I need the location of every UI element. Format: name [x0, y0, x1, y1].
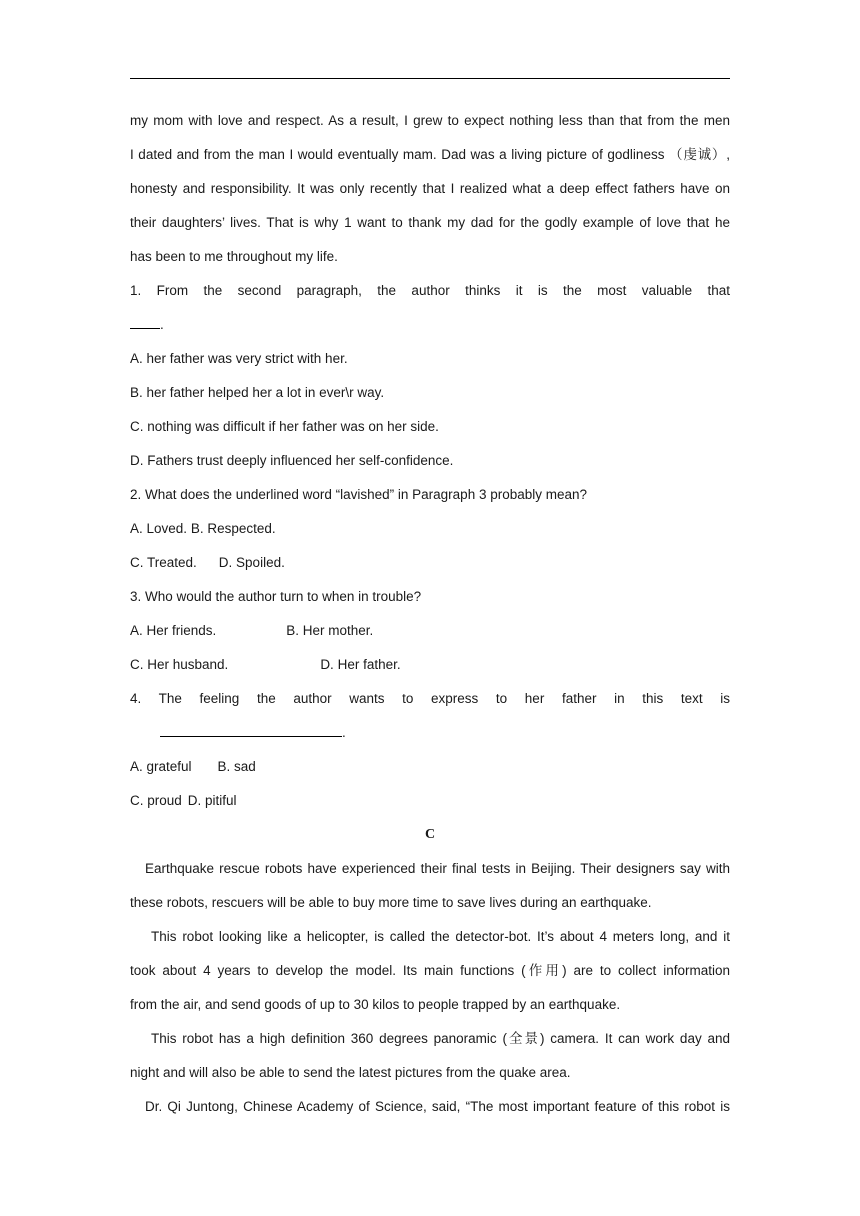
question-4-options-row-2: [130, 784, 730, 818]
section-c-line: these robots, rescuers will be able to buy more time to save lives during an earthquake.: [130, 895, 652, 910]
question-3-option-b: B. Her mother.: [286, 623, 374, 638]
passage-line: has been to me throughout my life.: [130, 249, 338, 264]
question-4-option-d: D. pitiful: [187, 793, 237, 808]
section-c-line: took about 4 years to develop the model. Its main functions (作用) are to collect information: [130, 963, 730, 978]
section-c-heading: C: [424, 827, 436, 842]
passage-line: I dated and from the man I would eventually mam. Dad was a living picture of godliness （虔诚）,: [130, 147, 730, 162]
question-1-option-a: A. her father was very strict with her.: [130, 351, 348, 366]
section-c-line: Earthquake rescue robots have experienced their final tests in Beijing. Their designers say with: [145, 861, 730, 876]
question-2-stem: 2. What does the underlined word “lavished” in Paragraph 3 probably mean?: [130, 487, 588, 502]
question-2-options-row-2: [130, 546, 730, 580]
question-1-option-d: D. Fathers trust deeply influenced her self-confidence.: [130, 453, 454, 468]
passage-line: honesty and responsibility. It was only recently that I realized what a deep effect fathers have on: [130, 181, 730, 196]
section-c-line: Dr. Qi Juntong, Chinese Academy of Science, said, “The most important feature of this robot is: [145, 1099, 730, 1114]
question-1-option-c: C. nothing was difficult if her father was on her side.: [130, 419, 439, 434]
question-2-option-c: C. Treated.: [130, 555, 197, 570]
section-c-line: This robot has a high definition 360 degrees panoramic (全景) camera. It can work day and: [151, 1031, 730, 1046]
question-3-options-row-2: [130, 648, 730, 682]
question-2-option-b: B. Respected.: [190, 521, 276, 536]
section-c-line: This robot looking like a helicopter, is called the detector-bot. It’s about 4 meters long, and it: [151, 929, 730, 944]
question-4-stem-end: .: [342, 725, 346, 740]
question-1-option-b: B. her father helped her a lot in ever\r way.: [130, 385, 385, 400]
header-rule: [130, 78, 730, 79]
question-4-option-c: C. proud: [130, 793, 182, 808]
question-3-option-d: D. Her father.: [320, 657, 401, 672]
question-3-option-a: A. Her friends.: [130, 623, 217, 638]
question-1-blank-line: [130, 308, 730, 342]
question-2-option-d: D. Spoiled.: [218, 555, 285, 570]
question-1-stem: 1. From the second paragraph, the author thinks it is the most valuable that: [130, 283, 730, 298]
question-2-option-a: A. Loved.: [130, 521, 188, 536]
question-3-options-row-1: [130, 614, 730, 648]
passage-line: their daughters’ lives. That is why 1 want to thank my dad for the godly example of love that he: [130, 215, 730, 230]
question-4-blank-line: [130, 716, 730, 750]
question-3-stem: 3. Who would the author turn to when in trouble?: [130, 589, 422, 604]
document-body: [130, 104, 730, 1124]
question-4-options-row-1: [130, 750, 730, 784]
question-4-stem: 4. The feeling the author wants to express to her father in this text is: [130, 691, 730, 706]
passage-line: my mom with love and respect. As a result, I grew to expect nothing less than that from the men: [130, 113, 730, 128]
answer-blank: [160, 724, 342, 737]
answer-blank: [130, 316, 160, 329]
question-1-stem-end: .: [160, 317, 164, 332]
question-4-option-b: B. sad: [217, 759, 256, 774]
section-c-line: from the air, and send goods of up to 30 kilos to people trapped by an earthquake.: [130, 997, 621, 1012]
section-c-line: night and will also be able to send the latest pictures from the quake area.: [130, 1065, 571, 1080]
question-2-options-row-1: [130, 512, 730, 546]
question-4-option-a: A. grateful: [130, 759, 192, 774]
question-3-option-c: C. Her husband.: [130, 657, 229, 672]
